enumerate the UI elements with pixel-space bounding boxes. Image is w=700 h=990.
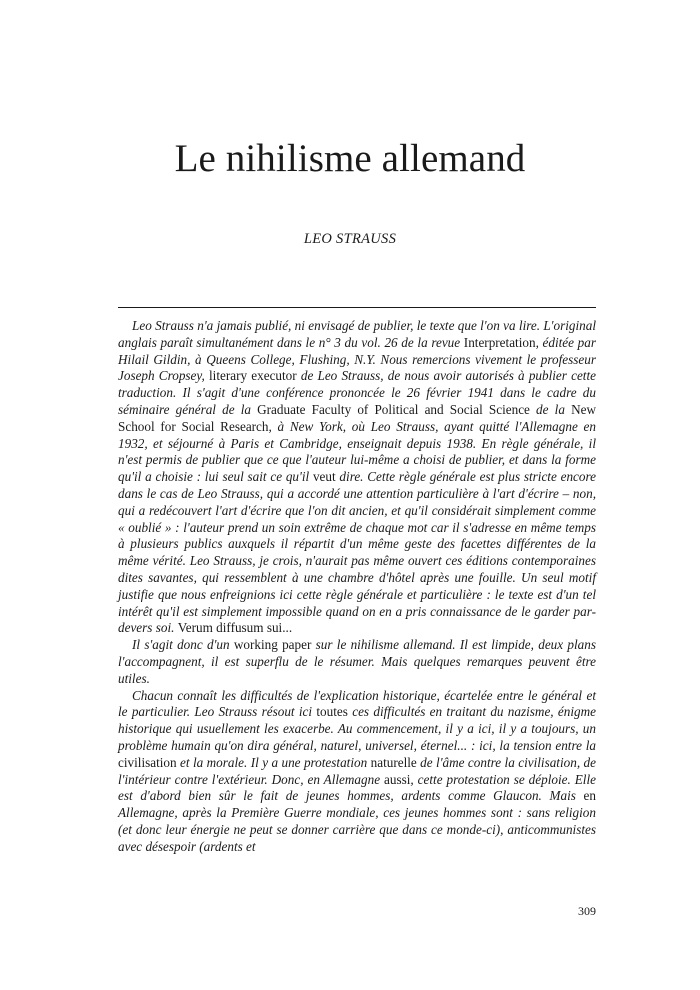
italic-text-run: Cette règle générale est plus stricte encore dans le cas de Leo Strauss, qui a accordé une attention particulière à l'art d'écrire – non, qui a redécouvert l'art d'écrire que l'on dit ancien, et qu'il considérait simplement comme « oublié » : l'auteur prend un soin extrême de chaque mot car il s'adresse en même temps à plusieurs publics auxquels il répartit d'un même geste des facettes différentes de la même vérité. Leo Strauss, je crois, n'aurait pas même ouvert ces éditions contemporaines dites savantes, qui ressemblent à une chambre d'hôtel après une fouille. Un seul motif justifie que nous enfreignions ici cette règle générale et particulière : le texte est d'un tel intérêt qu'il est simplement impossible quand on en a pris connaissance de le garder par-devers soi. [118, 469, 596, 636]
italic-text-run: ces difficultés en traitant du nazisme, énigme historique qui usuellement les exacerbe. Au commencement, il y a ici, il y a toujours, un problème humain qu'on dira général, naturel, universel, éternel... : ici, la tension entre la [118, 704, 596, 753]
italic-text-run: Chacun connaît les difficultés de l'explication historique, écartelée entre le général et le particulier. Leo Strauss résout ici [118, 687, 596, 720]
page-title: Le nihilisme allemand [174, 137, 526, 180]
roman-text-run: toutes [316, 704, 348, 720]
italic-text-run: et la morale. Il y a une protestation [176, 754, 371, 770]
paragraph [118, 688, 596, 856]
roman-text-run: Graduate Faculty of Political and Social Science [257, 401, 530, 417]
italic-text-run: de Leo Strauss, de nous avoir autorisés à publier cette traduction. Il s'agit d'une conférence prononcée le 26 février 1941 dans le cadre du séminaire général de la [118, 368, 596, 417]
roman-text-run: Verum diffusum sui... [177, 620, 293, 636]
roman-text-run: aussi [384, 771, 411, 787]
italic-text-run: , éditée par Hilail Gildin, à Queens College, Flushing, N.Y. Nous remercions vivement le professeur Joseph Cropsey, [118, 334, 596, 384]
italic-text-run: sur le nihilisme allemand. Il est limpide, deux plans l'accompagnent, il est superflu de le résumer. Mais quelques remarques peuvent être utiles. [118, 637, 596, 686]
italic-text-run: de la [529, 401, 572, 417]
body-text [118, 318, 596, 856]
roman-text-run: New School for Social Research [118, 401, 596, 434]
italic-text-run: Allemagne, après la Première Guerre mondiale, ces jeunes hommes sont : sans religion (et donc leur énergie ne peut se donner carrière que dans ce monde-ci), anticommunistes avec désespoir (ardents et [118, 805, 596, 854]
italic-text-run: , à New York, où Leo Strauss, ayant quitté l'Allemagne en 1932, et séjourné à Paris et Cambridge, enseignait depuis 1938. En règle générale, il n'est permis de publier que ce que l'auteur lui-même a choisi de publier, et dans la forme qu'il a choisie : lui seul sait ce qu'il [118, 418, 596, 485]
header-divider [118, 307, 596, 308]
author-name: LEO STRAUSS [303, 231, 397, 247]
roman-text-run: en [583, 788, 596, 804]
roman-text-run: Interpretation [463, 334, 536, 350]
italic-text-run: Leo Strauss n'a jamais publié, ni envisagé de publier, le texte que l'on va lire. L'original anglais paraît simultanément dans le n° 3 du vol. 26 de la revue [118, 318, 596, 350]
page-number: 309 [578, 904, 596, 918]
roman-text-run: literary executor [209, 368, 297, 384]
italic-text-run: Il s'agit donc d'un [132, 637, 234, 653]
roman-text-run: civilisation [118, 754, 177, 770]
italic-text-run: , cette protestation se déploie. Elle est d'abord bien sûr le fait de jeunes hommes, ardents comme Glaucon. Mais [118, 771, 596, 804]
italic-text-run: de l'âme contre la civilisation, de l'intérieur contre l'extérieur. Donc, en Allemagne [118, 754, 596, 787]
roman-text-run: naturelle [370, 754, 417, 770]
italic-text-run: dire. [335, 469, 368, 485]
paragraph [118, 318, 596, 637]
roman-text-run: veut [312, 469, 336, 485]
roman-text-run: working paper [233, 637, 312, 653]
paragraph [118, 637, 596, 687]
